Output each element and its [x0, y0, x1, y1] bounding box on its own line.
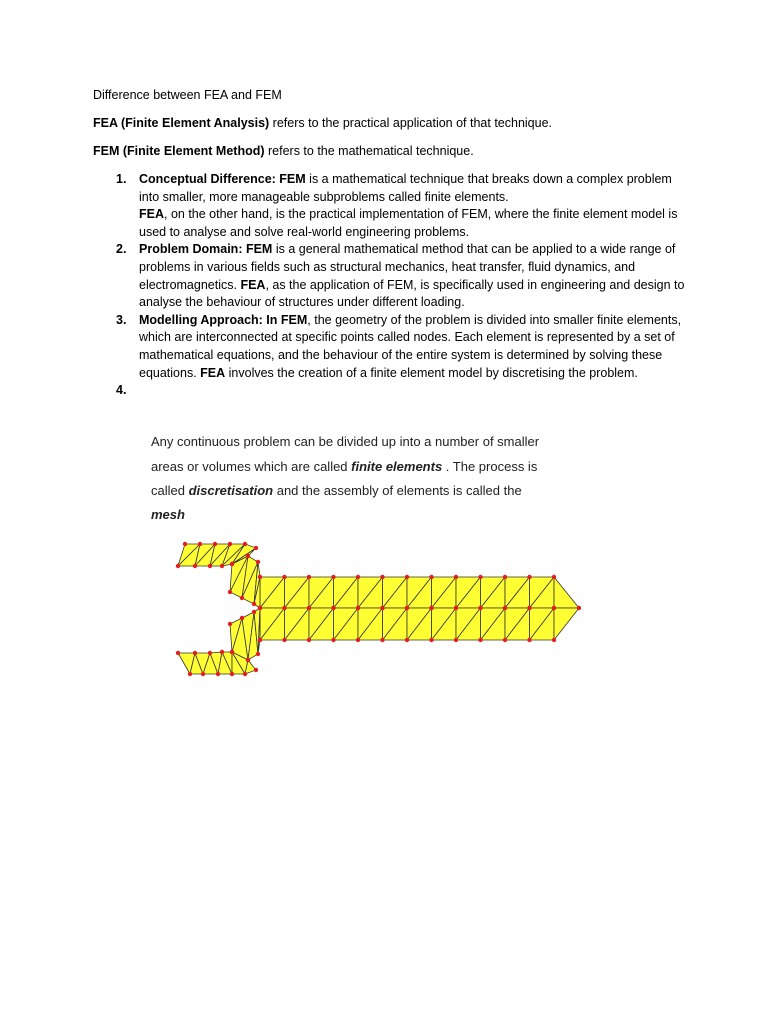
fem-definition — [93, 144, 474, 159]
point-text: is a mathematical technique that breaks down a complex problem into smaller, more manageable subproblems called finite elements. — [139, 172, 672, 204]
list-item — [93, 241, 693, 311]
mesh-node — [254, 668, 258, 672]
fem-term: FEM (Finite Element Method) — [93, 144, 265, 158]
mesh-node — [230, 650, 234, 654]
mesh-node — [577, 606, 581, 610]
mesh-node — [258, 606, 262, 610]
mesh-node — [213, 542, 217, 546]
point-second-text: , as the application of FEM, is specifically used in engineering and design to analyse the behaviour of structures under different loading. — [139, 277, 685, 310]
caption-text: areas or volumes which are called — [151, 459, 352, 474]
mesh-node — [230, 672, 234, 676]
fea-term: FEA (Finite Element Analysis) — [93, 116, 270, 130]
mesh-node — [552, 638, 556, 642]
list-item — [93, 312, 693, 382]
caption-text: called — [151, 483, 189, 498]
mesh-node — [176, 564, 180, 568]
mesh-element — [554, 577, 579, 608]
point-text: is a general mathematical method that can be applied to a wide range of problems in various fields such as structural mechanics, heat transfer, fluid dynamics, and electromagnetics. — [139, 242, 676, 292]
mesh-node — [356, 575, 360, 579]
mesh-element — [554, 608, 579, 640]
mesh-node — [216, 672, 220, 676]
list-number: 4. — [116, 383, 127, 398]
mesh-node — [228, 590, 232, 594]
mesh-node — [478, 638, 482, 642]
mesh-node — [527, 638, 531, 642]
figure-caption-line-2 — [151, 455, 537, 479]
mesh-node — [405, 638, 409, 642]
caption-text: and the assembly of elements is called the — [273, 483, 522, 498]
point-second-text: , on the other hand, is the practical implementation of FEM, where the finite element model is used to analyse and solve real-world engineering problems. — [139, 207, 678, 239]
mesh-node — [228, 542, 232, 546]
mesh-node — [176, 651, 180, 655]
figure-caption-line-3 — [151, 479, 522, 503]
mesh-node — [220, 564, 224, 568]
mesh-node — [240, 596, 244, 600]
mesh-node — [228, 622, 232, 626]
mesh-node — [282, 575, 286, 579]
mesh-node — [552, 606, 556, 610]
mesh-node — [405, 575, 409, 579]
point-heading: Modelling Approach: In FEM — [139, 312, 308, 327]
mesh-node — [258, 638, 262, 642]
mesh-node — [243, 542, 247, 546]
figure-caption-line-4 — [151, 503, 185, 527]
mesh-node — [252, 602, 256, 606]
mesh-node — [552, 575, 556, 579]
mesh-node — [256, 652, 260, 656]
mesh-node — [183, 542, 187, 546]
fea-definition-text: refers to the practical application of that technique. — [269, 116, 553, 130]
mesh-node — [356, 638, 360, 642]
mesh-node — [503, 638, 507, 642]
difference-list — [93, 171, 693, 400]
mesh-node — [282, 638, 286, 642]
mesh-node — [454, 606, 458, 610]
list-number: 1. — [116, 172, 127, 186]
mesh-node — [331, 606, 335, 610]
mesh-node — [198, 542, 202, 546]
point-heading: Problem Domain: FEM — [139, 242, 273, 257]
mesh-node — [243, 672, 247, 676]
caption-text: . The process is — [442, 459, 538, 474]
fea-definition — [93, 116, 552, 131]
mesh-node — [246, 554, 250, 558]
mesh-node — [307, 638, 311, 642]
mesh-node — [208, 651, 212, 655]
mesh-node — [429, 638, 433, 642]
mesh-node — [201, 672, 205, 676]
mesh-node — [478, 575, 482, 579]
mesh-node — [429, 575, 433, 579]
list-number: 2. — [116, 242, 127, 257]
caption-term-finite-elements: finite elements — [351, 459, 443, 474]
mesh-node — [429, 606, 433, 610]
mesh-node — [193, 564, 197, 568]
mesh-node — [246, 658, 250, 662]
mesh-node — [307, 575, 311, 579]
point-text: , the geometry of the problem is divided into smaller finite elements, which are interconnected at specific points called nodes. Each element is represented by a set of mathematical equations, and the behaviour of the entire system is determined by solving these equations. — [139, 312, 682, 380]
mesh-node — [193, 651, 197, 655]
mesh-node — [208, 564, 212, 568]
mesh-node — [220, 650, 224, 654]
figure-caption-line-1: Any continuous problem can be divided up into a number of smaller — [151, 434, 540, 449]
mesh-node — [258, 575, 262, 579]
mesh-node — [252, 610, 256, 614]
point-second-term: FEA — [240, 277, 266, 292]
mesh-node — [307, 606, 311, 610]
mesh-node — [256, 560, 260, 564]
point-second-term: FEA — [139, 207, 164, 222]
point-heading: Conceptual Difference: FEM — [139, 172, 306, 186]
point-second-text: involves the creation of a finite element model by discretising the problem. — [225, 365, 638, 380]
fem-definition-text: refers to the mathematical technique. — [264, 144, 474, 158]
mesh-node — [282, 606, 286, 610]
document-title: Difference between FEA and FEM — [93, 88, 282, 102]
mesh-node — [356, 606, 360, 610]
mesh-node — [380, 606, 384, 610]
mesh-elements — [178, 544, 579, 674]
mesh-node — [230, 562, 234, 566]
mesh-node — [240, 616, 244, 620]
mesh-node — [527, 606, 531, 610]
mesh-node — [503, 606, 507, 610]
list-item — [93, 171, 693, 241]
point-second-term: FEA — [200, 365, 226, 380]
mesh-node — [331, 575, 335, 579]
wrench-mesh-diagram — [170, 534, 586, 680]
list-number: 3. — [116, 312, 127, 327]
mesh-node — [454, 638, 458, 642]
mesh-node — [380, 638, 384, 642]
mesh-node — [405, 606, 409, 610]
mesh-node — [503, 575, 507, 579]
mesh-node — [188, 672, 192, 676]
mesh-node — [254, 546, 258, 550]
mesh-node — [478, 606, 482, 610]
mesh-node — [454, 575, 458, 579]
mesh-node — [527, 575, 531, 579]
mesh-node — [380, 575, 384, 579]
list-item — [93, 382, 693, 400]
caption-term-discretisation: discretisation — [188, 483, 274, 498]
caption-term-mesh: mesh — [151, 507, 185, 522]
mesh-node — [331, 638, 335, 642]
